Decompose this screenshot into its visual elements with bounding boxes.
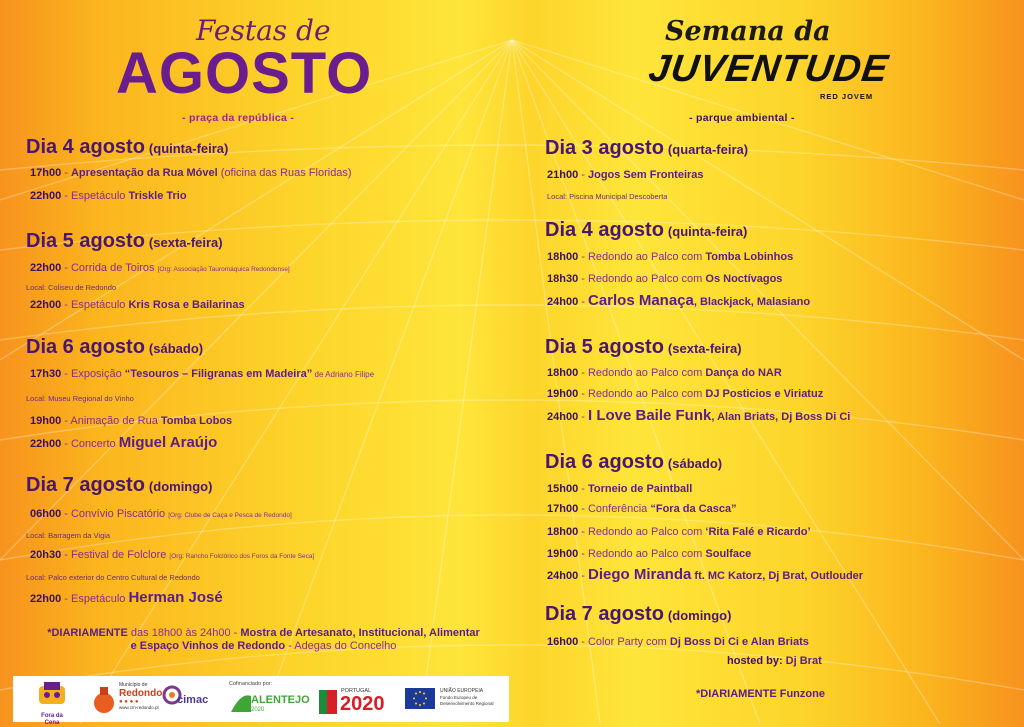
event-location: Local: Museu Regional do Vinho bbox=[26, 394, 134, 403]
event-item: 19h00 - Animação de Rua Tomba Lobos bbox=[30, 415, 233, 427]
fora-da-cena-logo: Fora da Cena bbox=[35, 680, 69, 727]
day-date: Dia 6 agosto bbox=[545, 451, 664, 473]
day-weekday: (sexta-feira) bbox=[667, 341, 742, 356]
portugal-flag-icon bbox=[319, 690, 337, 714]
festas-column bbox=[26, 0, 501, 724]
event-location: Local: Coliseu de Redondo bbox=[26, 283, 117, 292]
event-location: Local: Palco exterior do Centro Cultural de Redondo bbox=[26, 573, 200, 582]
day-weekday: (sábado) bbox=[667, 456, 723, 471]
festas-day-4 bbox=[26, 136, 228, 159]
juventude-day-6 bbox=[545, 451, 722, 474]
juventude-column bbox=[545, 0, 1005, 724]
juventude-day-5 bbox=[545, 336, 742, 359]
event-item: 22h00 - Concerto Miguel Araújo bbox=[30, 434, 218, 451]
event-item: 22h00 - Espetáculo Triskle Trio bbox=[30, 190, 187, 202]
event-item: 24h00 - Carlos Manaça, Blackjack, Malasiano bbox=[547, 292, 811, 309]
festas-subtitle: - praça da república - bbox=[182, 112, 295, 124]
event-item: 16h00 - Color Party com Dj Boss Di Ci e Alan Briats bbox=[547, 636, 809, 648]
day-date: Dia 5 agosto bbox=[545, 336, 664, 358]
mask-icon bbox=[35, 680, 69, 708]
event-item: 17h00 - Conferência “Fora da Casca” bbox=[547, 503, 737, 515]
day-date: Dia 4 agosto bbox=[26, 136, 145, 158]
event-item: 18h30 - Redondo ao Palco com Os Noctívagos bbox=[547, 273, 783, 285]
day-date: Dia 3 agosto bbox=[545, 137, 664, 159]
event-location: Local: Barragem da Vigia bbox=[26, 531, 111, 540]
event-item: 18h00 - Redondo ao Palco com ‘Rita Falé e Ricardo’ bbox=[547, 526, 811, 538]
juventude-title-main: JUVENTUDE bbox=[646, 48, 892, 90]
festas-title-main: AGOSTO bbox=[116, 41, 373, 106]
festas-daily-note: *DIARIAMENTE das 18h00 às 24h00 - Mostra de Artesanato, Institucional, Alimentar bbox=[47, 627, 480, 639]
eu-flag-icon bbox=[405, 688, 435, 709]
event-item: 24h00 - I Love Baile Funk, Alan Briats, Dj Boss Di Ci bbox=[547, 407, 851, 424]
event-item: 22h00 - Espetáculo Kris Rosa e Bailarinas bbox=[30, 299, 245, 311]
juventude-day-7 bbox=[545, 603, 731, 626]
day-date: Dia 6 agosto bbox=[26, 336, 145, 358]
day-date: Dia 5 agosto bbox=[26, 230, 145, 252]
day-date: Dia 7 agosto bbox=[26, 474, 145, 496]
festas-daily-note-line2: e Espaço Vinhos de Redondo - Adegas do Concelho bbox=[130, 640, 397, 652]
juventude-day-4 bbox=[545, 219, 747, 242]
juventude-day-3 bbox=[545, 137, 748, 160]
day-date: Dia 7 agosto bbox=[545, 603, 664, 625]
cofinanciado-label: Cofinanciado por: bbox=[229, 681, 273, 687]
day-weekday: (quinta-feira) bbox=[667, 224, 748, 239]
event-item: 17h30 - Exposição “Tesouros – Filigranas em Madeira” de Adriano Filipe bbox=[30, 368, 375, 380]
juventude-subtitle: - parque ambiental - bbox=[689, 112, 795, 124]
day-weekday: (domingo) bbox=[667, 608, 732, 623]
hosted-by: hosted by: Dj Brat bbox=[727, 655, 822, 667]
juventude-tag: RED JOVEM bbox=[820, 92, 874, 101]
festas-title-script: Festas de bbox=[196, 14, 331, 47]
day-weekday: (quinta-feira) bbox=[148, 141, 229, 156]
event-item: 22h00 - Espetáculo Herman José bbox=[30, 589, 223, 606]
event-item: 18h00 - Redondo ao Palco com Tomba Lobinhos bbox=[547, 251, 794, 263]
festas-day-5 bbox=[26, 230, 223, 253]
event-item: 19h00 - Redondo ao Palco com DJ Posticios e Viriatuz bbox=[547, 388, 824, 400]
day-date: Dia 4 agosto bbox=[545, 219, 664, 241]
day-weekday: (quarta-feira) bbox=[667, 142, 749, 157]
event-item: 24h00 - Diego Miranda ft. MC Katorz, Dj Brat, Outlouder bbox=[547, 566, 864, 583]
social-icons: ● ● ● ● bbox=[119, 699, 139, 705]
uniao-europeia-logo: UNIÃO EUROPEIA Fundo Europeu de Desenvolvimento Regional bbox=[405, 686, 505, 716]
day-weekday: (domingo) bbox=[148, 479, 213, 494]
amphora-icon bbox=[93, 684, 115, 714]
event-item: 20h30 - Festival de Folclore [Org: Rancho Folclórico dos Foros da Fonte Seca] bbox=[30, 549, 315, 561]
event-location: Local: Piscina Municipal Descoberta bbox=[547, 192, 668, 201]
event-item: 19h00 - Redondo ao Palco com Soulface bbox=[547, 548, 752, 560]
festas-day-7 bbox=[26, 474, 212, 497]
alentejo-icon bbox=[231, 692, 251, 712]
alentejo-2020-logo: ALENTEJO 2020 bbox=[231, 690, 309, 720]
festas-day-6 bbox=[26, 336, 203, 359]
day-weekday: (sábado) bbox=[148, 341, 204, 356]
sponsor-logo-strip: Fora da Cena Município de Redondo ● ● ● ● www.cm-redondo.pt cimac Cofinanciado por: ALENTEJO 2020 PORTUGAL 2020 UNIÃO EUROPEIA Fundo Europeu de Desenvolvimento Regional bbox=[13, 676, 509, 722]
event-item: 06h00 - Convívio Piscatório [Org: Clube de Caça e Pesca de Redondo] bbox=[30, 508, 292, 520]
event-item: 15h00 - Torneio de Paintball bbox=[547, 483, 693, 495]
event-item: 22h00 - Corrida de Toiros [Org: Associação Tauromáquica Redondense] bbox=[30, 262, 290, 274]
portugal-2020-logo: PORTUGAL 2020 bbox=[319, 688, 399, 718]
event-item: 21h00 - Jogos Sem Fronteiras bbox=[547, 169, 704, 181]
event-item: 18h00 - Redondo ao Palco com Dança do NAR bbox=[547, 367, 782, 379]
juventude-daily-note: *DIARIAMENTE Funzone bbox=[696, 688, 825, 700]
juventude-title-script: Semana da bbox=[665, 16, 831, 47]
day-weekday: (sexta-feira) bbox=[148, 235, 223, 250]
event-item: 17h00 - Apresentação da Rua Móvel (oficina das Ruas Floridas) bbox=[30, 167, 352, 179]
